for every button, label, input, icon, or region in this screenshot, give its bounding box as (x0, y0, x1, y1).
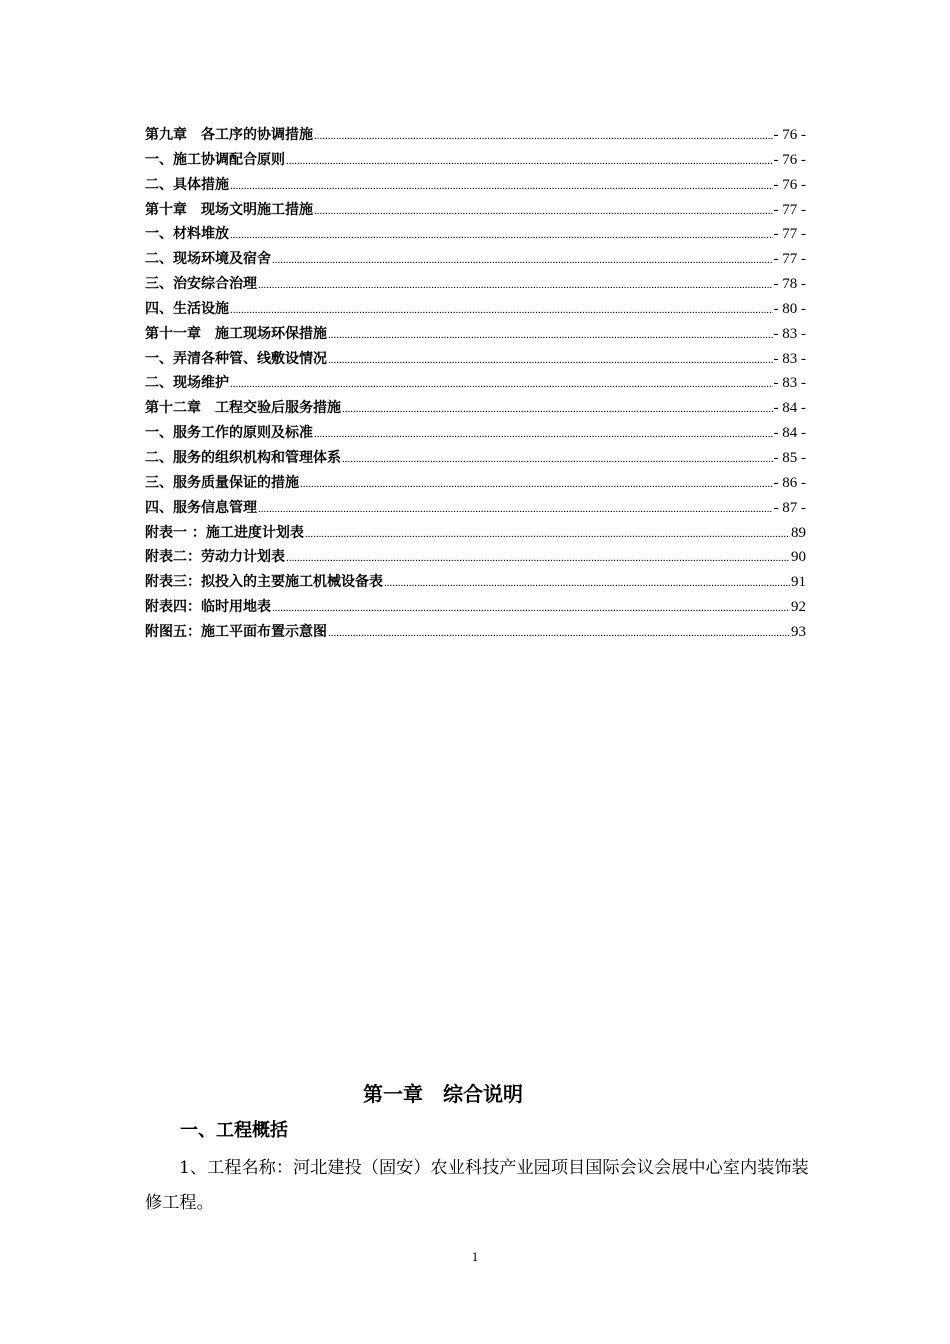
toc-entry-page: - 77 - (773, 251, 806, 268)
toc-leader-dots (384, 577, 790, 589)
toc-entry-page: - 85 - (773, 449, 806, 466)
toc-entry-label: 三、服务质量保证的措施 (145, 474, 299, 491)
toc-leader-dots (286, 155, 773, 167)
toc-entry-page: 93 (791, 623, 806, 640)
toc-entry-page: 89 (791, 524, 806, 541)
toc-entry[interactable] (145, 571, 806, 596)
page-number: 1 (471, 1249, 479, 1264)
toc-entry-page: - 77 - (773, 201, 806, 218)
toc-leader-dots (258, 503, 773, 515)
toc-entry-label: 第十章 现场文明施工措施 (145, 201, 313, 218)
toc-entry-page: - 83 - (773, 350, 806, 367)
toc-leader-dots (300, 478, 773, 490)
toc-entry-page: - 86 - (773, 474, 806, 491)
toc-entry-label: 第九章 各工序的协调措施 (145, 127, 313, 143)
toc-leader-dots (305, 528, 790, 540)
toc-entry-page: 91 (791, 574, 806, 591)
toc-entry-page: - 77 - (773, 226, 806, 243)
body-paragraph: 1、工程名称：河北建投（固安）农业科技产业园项目国际会议会展中心室内装饰装修工程。 (145, 1158, 809, 1213)
toc-leader-dots (230, 304, 773, 316)
toc-entry-label: 二、现场维护 (145, 375, 229, 392)
toc-entry-page: - 84 - (773, 400, 806, 417)
toc-entry-page: - 76 - (773, 127, 806, 143)
toc-entry-label: 二、服务的组织机构和管理体系 (145, 449, 341, 466)
toc-leader-dots (272, 254, 773, 266)
toc-entry-page: - 87 - (773, 499, 806, 516)
toc-entry-page: - 76 - (773, 151, 806, 168)
toc-entry-label: 二、现场环境及宿舍 (145, 251, 271, 268)
toc-entry[interactable] (145, 199, 806, 224)
toc-leader-dots (314, 130, 773, 142)
toc-entry-page: - 83 - (773, 325, 806, 342)
toc-entry[interactable] (145, 397, 806, 422)
toc-leader-dots (230, 180, 773, 192)
toc-leader-dots (342, 403, 773, 415)
toc-entry[interactable] (145, 323, 806, 348)
section-title: 一、工程概括 (180, 1120, 288, 1141)
toc-entry-label: 三、治安综合治理 (145, 276, 257, 293)
toc-entry-page: 90 (791, 549, 806, 566)
toc-entry[interactable] (145, 497, 806, 522)
toc-leader-dots (230, 378, 773, 390)
toc-entry[interactable] (145, 124, 806, 149)
table-of-contents (145, 124, 806, 646)
toc-entry-label: 附表一 ：施工进度计划表 (145, 524, 304, 541)
toc-entry[interactable] (145, 348, 806, 373)
toc-entry-page: - 80 - (773, 300, 806, 317)
toc-leader-dots (230, 229, 773, 241)
toc-leader-dots (328, 354, 773, 366)
toc-leader-dots (286, 552, 790, 564)
toc-entry[interactable] (145, 149, 806, 174)
toc-entry[interactable] (145, 298, 806, 323)
toc-entry-label: 第十一章 施工现场环保措施 (145, 325, 327, 342)
toc-entry-label: 附表三：拟投入的主要施工机械设备表 (145, 574, 383, 591)
toc-entry-label: 一、材料堆放 (145, 226, 229, 243)
toc-leader-dots (314, 428, 773, 440)
toc-entry-label: 一、服务工作的原则及标准 (145, 425, 313, 442)
toc-entry[interactable] (145, 422, 806, 447)
toc-entry-page: - 83 - (773, 375, 806, 392)
toc-entry[interactable] (145, 223, 806, 248)
toc-entry[interactable] (145, 174, 806, 199)
toc-entry[interactable] (145, 273, 806, 298)
toc-entry[interactable] (145, 248, 806, 273)
toc-leader-dots (272, 602, 790, 614)
toc-entry-page: - 84 - (773, 425, 806, 442)
toc-leader-dots (342, 453, 773, 465)
toc-entry-label: 一、施工协调配合原则 (145, 151, 285, 168)
toc-leader-dots (328, 627, 790, 639)
toc-entry[interactable] (145, 447, 806, 472)
toc-entry[interactable] (145, 546, 806, 571)
toc-entry[interactable] (145, 372, 806, 397)
chapter-title: 第一章 综合说明 (363, 1082, 523, 1106)
toc-leader-dots (258, 279, 773, 291)
toc-entry-label: 一、弄清各种管、线敷设情况 (145, 350, 327, 367)
toc-leader-dots (314, 205, 773, 217)
toc-entry-label: 附表四：临时用地表 (145, 599, 271, 616)
toc-entry-label: 四、生活设施 (145, 300, 229, 317)
toc-entry-label: 二、具体措施 (145, 176, 229, 193)
toc-entry-label: 四、服务信息管理 (145, 499, 257, 516)
toc-entry[interactable] (145, 472, 806, 497)
toc-entry-label: 附图五：施工平面布置示意图 (145, 623, 327, 640)
toc-leader-dots (328, 329, 773, 341)
toc-entry-page: - 78 - (773, 276, 806, 293)
toc-entry[interactable] (145, 621, 806, 646)
toc-entry-page: 92 (791, 599, 806, 616)
toc-entry[interactable] (145, 596, 806, 621)
toc-entry-page: - 76 - (773, 176, 806, 193)
toc-entry-label: 第十二章 工程交验后服务措施 (145, 400, 341, 417)
toc-entry-label: 附表二：劳动力计划表 (145, 549, 285, 566)
toc-entry[interactable] (145, 522, 806, 547)
